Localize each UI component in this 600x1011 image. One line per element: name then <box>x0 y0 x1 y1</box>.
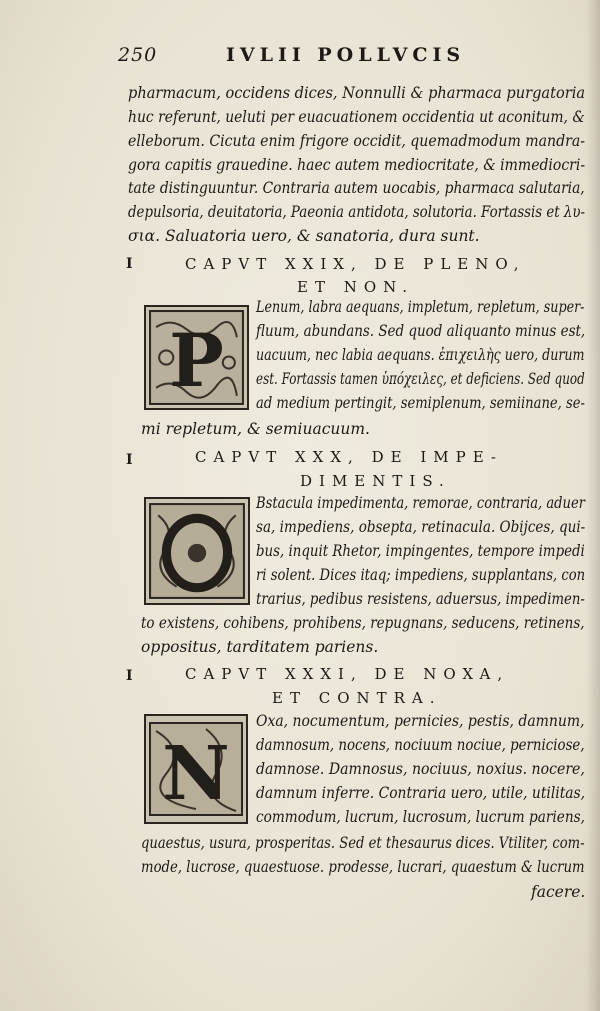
text-line: huc referunt, ueluti per euacuationem occidentia ut aconitum, & <box>128 108 585 126</box>
text-line: to existens, cohibens, prohibens, repugnans, seducens, retinens, <box>141 614 585 632</box>
text-line: damnosum, nocens, nociuum nociue, perniciose, <box>256 736 585 754</box>
chapter-marker: I <box>126 256 133 272</box>
text-line: mode, lucrose, quaestuose. prodesse, lucrari, quaestum & lucrum <box>141 858 585 876</box>
text-line: ri solent. Dices itaq; impediens, supplantans, con <box>256 566 586 584</box>
decorated-initial-o <box>144 497 250 605</box>
chapter-heading-cont: ET NON. <box>297 278 415 296</box>
chapter-marker: I <box>126 452 133 468</box>
text-line: tate distinguuntur. Contraria autem uocabis, pharmaca salutaria, <box>128 179 585 197</box>
chapter-heading: CAPVT XXIX, DE PLENO, <box>185 255 526 273</box>
text-line: gora capitis grauedine. haec autem mediocritate, & immediocri- <box>128 156 586 174</box>
text-line: damnose. Damnosus, nociuus, noxius. nocere, <box>256 760 585 778</box>
text-line: mi repletum, & semiuacuum. <box>141 420 370 438</box>
text-line: commodum, lucrum, lucrosum, lucrum pariens, <box>256 808 585 826</box>
text-line: Oxa, nocumentum, pernicies, pestis, damnum, <box>256 712 585 730</box>
text-line: sa, impediens, obsepta, retinacula. Obijces, qui- <box>256 518 586 536</box>
ornament-icon <box>146 716 246 822</box>
text-line: σια. Saluatoria uero, & sanatoria, dura sunt. <box>128 227 480 245</box>
text-line: depulsoria, deuitatoria, Paeonia antidota, solutoria. Fortassis et λυ- <box>128 203 585 221</box>
text-line: oppositus, tarditatem pariens. <box>141 638 379 656</box>
page-edge-shadow <box>586 0 600 1011</box>
text-line: uacuum, nec labia aequans. ἐπιχειλὴς uero, durum <box>256 346 585 364</box>
text-line: facere. <box>531 883 586 901</box>
text-line: Lenum, labra aequans, impletum, repletum, super- <box>256 298 585 316</box>
text-line: trarius, pedibus resistens, aduersus, impedimen- <box>256 590 585 608</box>
page-header <box>118 44 558 74</box>
text-line: est. Fortassis tamen ὑπόχειλες, et deficiens. Sed quod <box>256 370 585 388</box>
page-number: 250 <box>118 44 158 66</box>
chapter-heading: CAPVT XXXI, DE NOXA, <box>185 665 510 683</box>
text-line: pharmacum, occidens dices, Nonnulli & pharmaca purgatoria <box>128 84 586 102</box>
chapter-heading: CAPVT XXX, DE IMPE- <box>195 448 503 466</box>
text-line: bus, inquit Rhetor, impingentes, tempore impedi <box>256 542 585 560</box>
text-line: elleborum. Cicuta enim frigore occidit, quemadmodum mandra- <box>128 132 586 150</box>
running-title: IVLII POLLVCIS <box>226 44 466 66</box>
text-line: damnum inferre. Contraria uero, utile, utilitas, <box>256 784 586 802</box>
ornament-icon <box>146 307 247 408</box>
text-line: quaestus, usura, prosperitas. Sed et thesaurus dices. Vtiliter, com- <box>141 834 585 852</box>
chapter-heading-cont: ET CONTRA. <box>272 689 442 707</box>
chapter-marker: I <box>126 668 133 684</box>
text-line: ad medium pertingit, semiplenum, semiinane, se- <box>256 394 585 412</box>
decorated-initial-n <box>144 714 248 824</box>
decorated-initial-p <box>144 305 249 410</box>
text-line: fluum, abundans. Sed quod aliquanto minus est, <box>256 322 586 340</box>
text-line: Bstacula impedimenta, remorae, contraria, aduer <box>256 494 585 512</box>
svg-text:N: N <box>162 731 230 817</box>
svg-text:P: P <box>169 318 224 404</box>
chapter-heading-cont: DIMENTIS. <box>300 472 451 490</box>
ornament-icon <box>146 499 248 603</box>
